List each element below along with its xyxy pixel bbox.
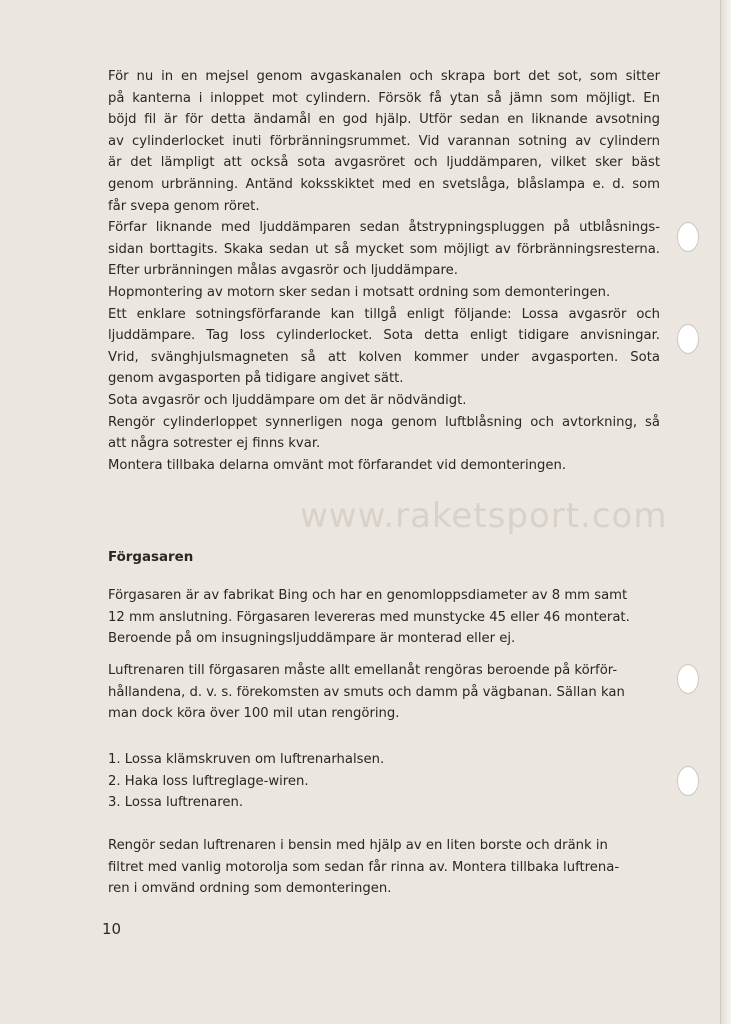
para2-line: man dock köra över 100 mil utan rengöring. — [108, 706, 400, 722]
binder-hole-4 — [677, 766, 699, 796]
binder-hole-1 — [677, 222, 699, 252]
para1-line: Beroende på om insugningsljuddämpare är monterad eller ej. — [108, 631, 516, 647]
intro-line: Efter urbränningen målas avgasrör och ljuddämpare. — [108, 263, 458, 279]
intro-line: sidan borttagits. Skaka sedan ut så mycket som möjligt av förbränningsresterna. — [108, 241, 660, 257]
intro-line: Vrid, svänghjulsmagneten så att kolven kommer under avgasporten. Sota — [108, 349, 660, 365]
intro-line: ljuddämpare. Tag loss cylinderlocket. Sota detta enligt tidigare anvisningar. — [108, 328, 660, 344]
binder-hole-3 — [677, 664, 699, 694]
page-edge — [720, 0, 731, 1024]
paragraph-cleaning — [108, 835, 660, 900]
para3-line: filtret med vanlig motorolja som sedan får rinna av. Montera tillbaka luftrena- — [108, 859, 620, 875]
para1-line: Förgasaren är av fabrikat Bing och har en genomloppsdiameter av 8 mm samt — [108, 588, 628, 603]
section-title: Förgasaren — [108, 550, 194, 565]
intro-text — [108, 66, 660, 476]
intro-line: Sota avgasrör och ljuddämpare om det är nödvändigt. — [108, 392, 467, 408]
intro-line: av cylinderlocket inuti förbränningsrummet. Vid varannan sotning av cylindern — [108, 133, 660, 149]
page-number: 10 — [102, 920, 122, 938]
intro-line: får svepa genom röret. — [108, 198, 260, 214]
intro-line: genom urbränning. Antänd koksskiktet med en svetslåga, blåslampa e. d. som — [108, 176, 660, 192]
intro-line: på kanterna i inloppet mot cylindern. Försök få ytan så jämn som möjligt. En — [108, 90, 660, 106]
intro-line: För nu in en mejsel genom avgaskanalen och skrapa bort det sot, som sitter — [108, 69, 660, 84]
para3-line: Rengör sedan luftrenaren i bensin med hjälp av en liten borste och dränk in — [108, 838, 608, 853]
intro-line: är det lämpligt att också sota avgasröret och ljuddämparen, vilket sker bäst — [108, 155, 660, 171]
intro-line: genom avgasporten på tidigare angivet sätt. — [108, 371, 404, 387]
intro-line: Ett enklare sotningsförfarande kan tillgå enligt följande: Lossa avgasrör och — [108, 306, 660, 322]
intro-line: Rengör cylinderloppet synnerligen noga genom luftblåsning och avtorkning, så — [108, 414, 660, 430]
intro-line: böjd fil är för detta ändamål en god hjälp. Utför sedan en liknande avsotning — [108, 112, 660, 128]
steps-list — [108, 749, 660, 814]
para1-line: 12 mm anslutning. Förgasaren levereras med munstycke 45 eller 46 monterat. — [108, 609, 630, 625]
intro-line: Förfar liknande med ljuddämparen sedan åtstrypningspluggen på utblåsnings- — [108, 220, 660, 236]
list-item: 1. Lossa klämskruven om luftrenarhalsen. — [108, 752, 385, 767]
binder-hole-2 — [677, 324, 699, 354]
list-item: 2. Haka loss luftreglage-wiren. — [108, 773, 309, 789]
intro-line: Montera tillbaka delarna omvänt mot förfarandet vid demonteringen. — [108, 457, 567, 473]
para2-line: Luftrenaren till förgasaren måste allt emellanåt rengöras beroende på körför- — [108, 663, 618, 678]
list-item: 3. Lossa luftrenaren. — [108, 795, 244, 811]
paragraph-carburetor — [108, 585, 660, 650]
intro-line: att några sotrester ej finns kvar. — [108, 436, 321, 452]
paragraph-air-filter — [108, 660, 660, 725]
watermark: www.raketsport.com — [300, 496, 668, 536]
intro-line: Hopmontering av motorn sker sedan i motsatt ordning som demonteringen. — [108, 284, 611, 300]
para2-line: hållandena, d. v. s. förekomsten av smuts och damm på vägbanan. Sällan kan — [108, 684, 625, 700]
para3-line: ren i omvänd ordning som demonteringen. — [108, 881, 392, 897]
